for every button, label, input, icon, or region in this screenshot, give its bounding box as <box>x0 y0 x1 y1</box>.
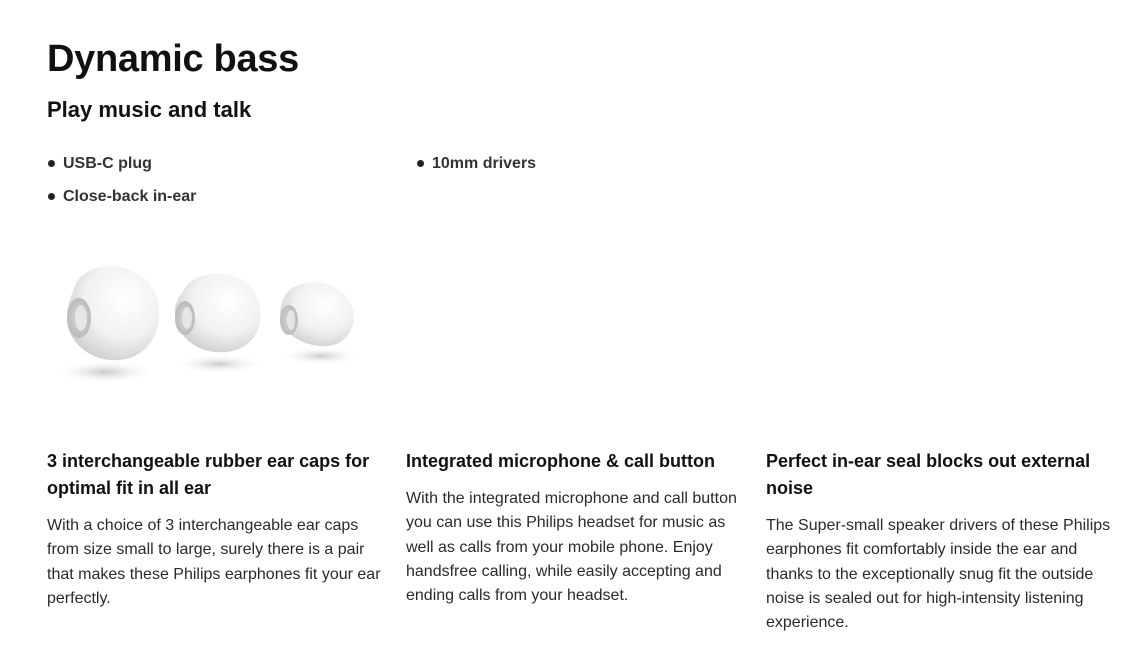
bullet-usb-c: USB-C plug <box>47 152 196 185</box>
bullet-close-back: Close-back in-ear <box>47 185 196 218</box>
feature-title: Perfect in-ear seal blocks out external noise <box>766 451 1091 498</box>
feature-ear-caps <box>47 448 387 611</box>
feature-body: With a choice of 3 interchangeable ear caps from size small to large, surely there is a pair that makes these Philips earphones fit your ear perfectly. <box>47 517 381 607</box>
feature-title: 3 interchangeable rubber ear caps for optimal fit in all ear <box>47 451 370 498</box>
feature-bullets-left <box>47 152 196 218</box>
ear-caps-image <box>55 250 375 410</box>
ear-caps-icon <box>55 250 375 410</box>
feature-title: Integrated microphone & call button <box>406 451 716 471</box>
bullet-drivers: 10mm drivers <box>416 152 536 185</box>
feature-noise-seal <box>766 448 1116 635</box>
page-subtitle: Play music and talk <box>47 97 252 122</box>
page-title: Dynamic bass <box>47 38 299 80</box>
feature-body: With the integrated microphone and call button you can use this Philips headset for music as well as calls from your mobile phone. Enjoy handsfree calling, while easily accepting and ending calls from your headset. <box>406 490 737 605</box>
feature-microphone <box>406 448 746 608</box>
feature-body: The Super-small speaker drivers of these Philips earphones fit comfortably inside the ear and thanks to the exceptionally snug fit the outside noise is sealed out for high-intensity listening experience. <box>766 517 1111 632</box>
feature-bullets-right <box>416 152 536 185</box>
